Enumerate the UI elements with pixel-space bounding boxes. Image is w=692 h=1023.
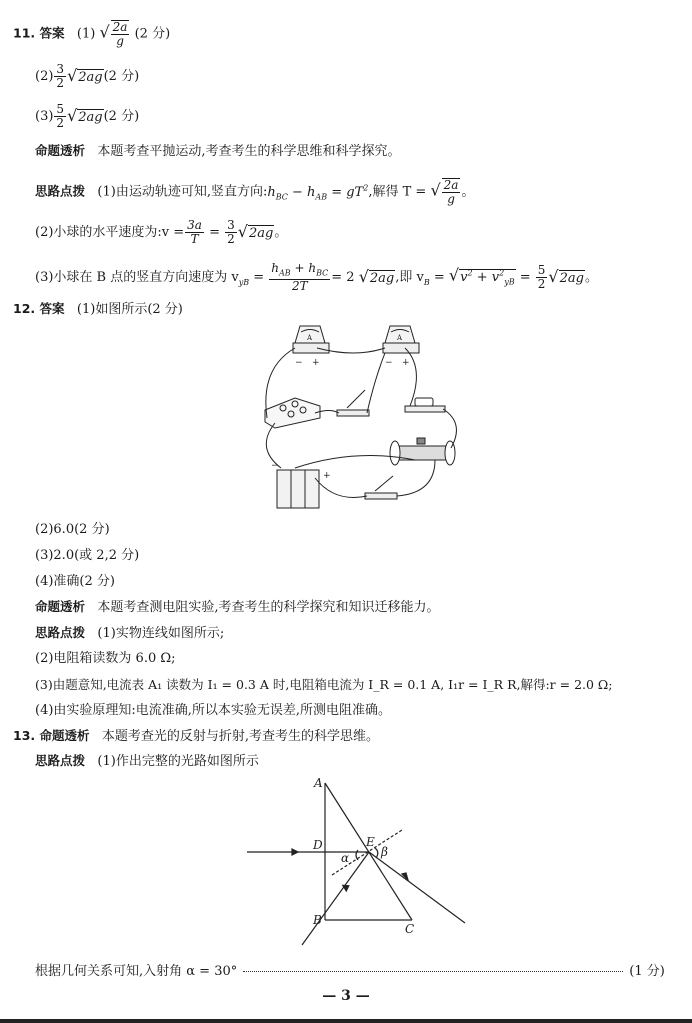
bottom-border xyxy=(0,1019,692,1023)
q12-hint-3: (3)由题意知,电流表 A₁ 读数为 I₁ = 0.3 A 时,电阻箱电流为 I_R = 0.1 A, I₁r = I_R R,解得:r = 2.0 Ω; xyxy=(35,677,613,692)
q12-answer-1: 12. 答案 (1)如图所示(2 分) xyxy=(13,301,183,317)
circuit-diagram xyxy=(255,318,470,518)
q12-hint-1: 思路点拨 (1)实物连线如图所示; xyxy=(35,625,225,641)
q11-answer-3: (3) $\frac{5}{2}$ √2ag(2 分) xyxy=(35,102,140,130)
svg-text:B: B xyxy=(313,913,322,927)
q13-analysis: 13. 命题透析 本题考查光的反射与折射,考查考生的科学思维。 xyxy=(13,728,380,744)
svg-text:A: A xyxy=(314,776,323,790)
switch-2-icon xyxy=(365,476,397,499)
q11-hint-1: 思路点拨 (1)由运动轨迹可知,竖直方向$:h_{BC} - h_{AB} = gT^2$,解得 T = √ $\frac{2a}{g}$ 。 xyxy=(35,178,475,206)
svg-text:β: β xyxy=(381,845,388,859)
q11-answer-1: 11. 答案 (1) √ $\frac{2a}{g}$ (2 分) xyxy=(13,20,171,48)
sqrt-expr: √ $\frac{2a}{g}$ xyxy=(99,20,128,48)
svg-text:+: + xyxy=(323,471,331,481)
q11-label: 11. 答案 xyxy=(13,25,65,41)
resistance-box-icon xyxy=(265,398,320,428)
svg-text:A: A xyxy=(397,334,403,342)
svg-text:D: D xyxy=(313,838,323,852)
q12-analysis: 命题透析 本题考查测电阻实验,考查考生的科学探究和知识迁移能力。 xyxy=(35,599,440,615)
q12-answer-2: (2)6.0(2 分) xyxy=(35,522,110,537)
svg-text:+: + xyxy=(312,358,320,368)
q13-hint-1: 思路点拨 (1)作出完整的光路如图所示 xyxy=(35,753,259,769)
svg-text:−: − xyxy=(385,358,393,368)
svg-text:A: A xyxy=(307,334,313,342)
q11-analysis: 命题透析 本题考查平抛运动,考查考生的科学思维和科学探究。 xyxy=(35,143,401,159)
resistor-icon xyxy=(405,398,445,412)
q12-answer-4: (4)准确(2 分) xyxy=(35,574,115,589)
svg-text:−: − xyxy=(271,461,279,471)
svg-text:α: α xyxy=(341,851,350,865)
svg-text:C: C xyxy=(405,922,415,936)
leader-dots xyxy=(243,971,623,972)
optics-diagram xyxy=(230,770,480,960)
q11-hint-3: (3)小球在 B 点的竖直方向速度为 $v_{yB}$ = $\frac{h_{AB} + h_{BC}}{2T}$ = 2 √2ag,即 $v_B = √v^2 + v^2_{yB}$ = $\frac{5}{2}$ √2ag。 xyxy=(35,261,598,294)
q12-answer-3: (3)2.0(或 2,2 分) xyxy=(35,548,140,563)
q12-hint-4: (4)由实验原理知:电流准确,所以本实验无误差,所测电阻准确。 xyxy=(35,703,392,718)
svg-text:+: + xyxy=(402,358,410,368)
battery-icon xyxy=(277,470,319,508)
rheostat-icon xyxy=(390,438,455,465)
switch-1-icon xyxy=(337,390,369,416)
q11-hint-2: (2)小球的水平速度为:v = $\frac{3a}{T}$ = $\frac{3}{2}$ √2ag。 xyxy=(35,218,288,246)
svg-text:E: E xyxy=(366,835,375,849)
q12-hint-2: (2)电阻箱读数为 6.0 Ω; xyxy=(35,651,176,666)
q13-result: 根据几何关系可知,入射角 α = 30° (1 分) xyxy=(35,964,665,979)
page-number: — 3 — xyxy=(322,988,370,1004)
svg-text:−: − xyxy=(295,358,303,368)
q11-answer-2: (2) $\frac{3}{2}$ √2ag(2 分) xyxy=(35,62,140,90)
